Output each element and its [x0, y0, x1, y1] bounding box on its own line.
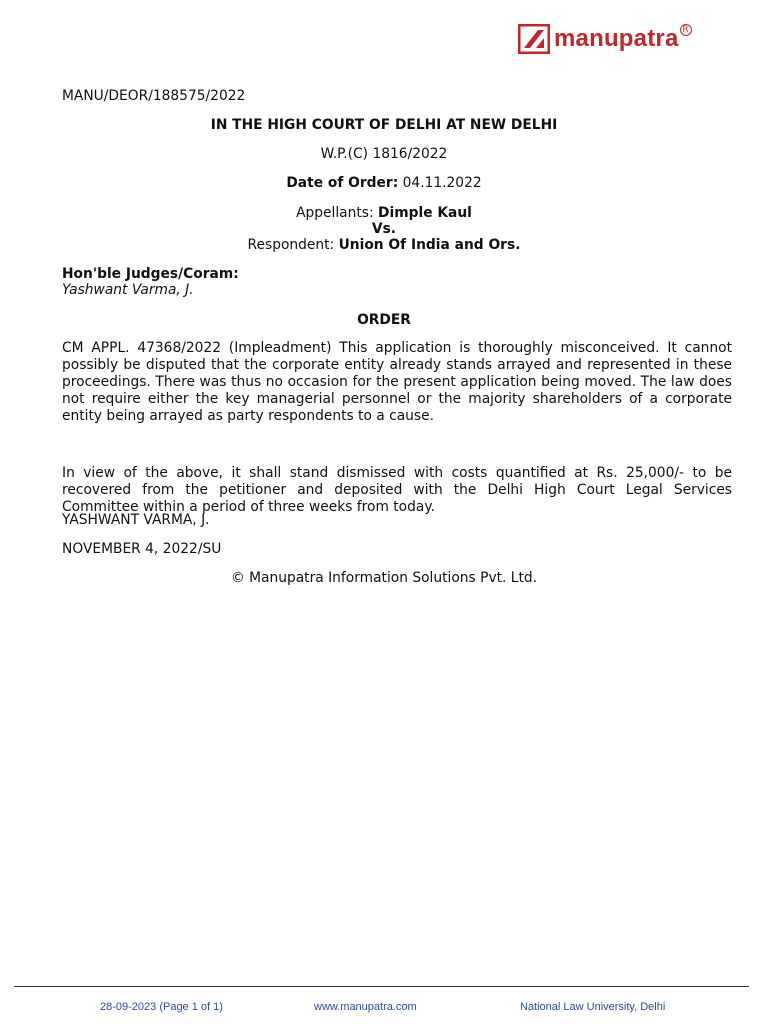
respondent-label: Respondent:: [247, 237, 335, 253]
footer-institution: National Law University, Delhi: [520, 1001, 666, 1013]
footer-website-link[interactable]: www.manupatra.com: [314, 1001, 417, 1013]
court-name: IN THE HIGH COURT OF DELHI AT NEW DELHI: [210, 117, 558, 133]
case-number: W.P.(C) 1816/2022: [320, 146, 448, 162]
date-of-order: [0, 175, 768, 192]
versus: Vs.: [371, 221, 397, 237]
date-of-order-value: 04.11.2022: [402, 175, 482, 191]
appellants-name: Dimple Kaul: [378, 205, 472, 221]
footer-page-info: 28-09-2023 (Page 1 of 1): [100, 1001, 223, 1013]
order-paragraph-1: CM APPL. 47368/2022 (Impleadment) This application is thoroughly misconceived. It cannot possibly be disputed that the corporate entity already stands arrayed and represented in these proceedings. There was thus no occasion for the present application being moved. The law does not require either the key managerial personnel or the majority shareholders of a corporate entity being arrayed as party respondents to a cause.: [62, 340, 732, 424]
respondent-line: [0, 237, 768, 254]
appellants-label: Appellants:: [296, 205, 374, 221]
respondent-name: Union Of India and Ors.: [338, 237, 521, 253]
manupatra-logo-icon: [518, 24, 550, 54]
date-line: NOVEMBER 4, 2022/SU: [62, 541, 222, 557]
copyright: © Manupatra Information Solutions Pvt. Ltd.: [230, 570, 538, 586]
footer-divider: [14, 986, 749, 987]
coram-judge: Yashwant Varma, J.: [62, 282, 194, 298]
coram-label: Hon'ble Judges/Coram:: [62, 266, 239, 282]
order-heading: ORDER: [357, 312, 411, 328]
registered-mark: R: [680, 24, 692, 36]
order-paragraph-2: In view of the above, it shall stand dismissed with costs quantified at Rs. 25,000/- to be recovered from the petitioner and deposited with the Delhi High Court Legal Services Committee within a period of three weeks from today.: [62, 465, 732, 515]
signature: YASHWANT VARMA, J.: [62, 512, 210, 528]
logo-text: manupatra: [554, 25, 679, 52]
appellants-line: [0, 205, 768, 222]
citation: MANU/DEOR/188575/2022: [62, 88, 246, 104]
date-of-order-label: Date of Order:: [286, 175, 399, 191]
manupatra-logo: [518, 22, 692, 56]
